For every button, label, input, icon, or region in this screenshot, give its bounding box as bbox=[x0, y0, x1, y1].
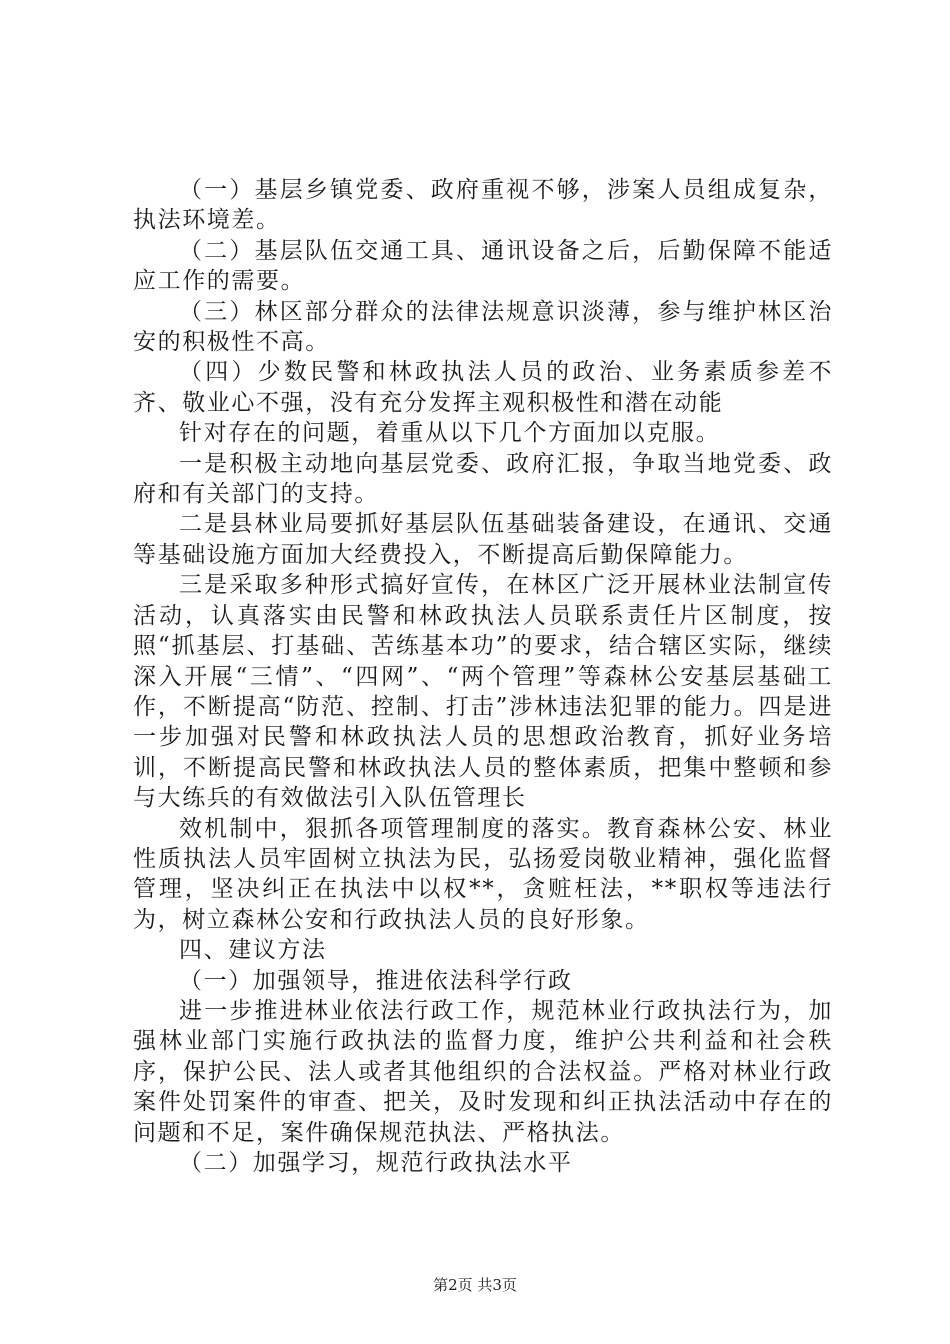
section-heading: 四、建议方法 bbox=[179, 937, 327, 964]
paragraph-10: 进一步推进林业依法行政工作，规范林业行政执法行为，加强林业部门实施行政执法的监督力度，维护公共利益和社会秩序，保护公民、法人或者其他组织的合法权益。严格对林业行政案件处罚案件的审查、把关，及时发现和纠正执法活动中存在的问题和不足，案件确保规范执法、严格执法。 bbox=[133, 997, 833, 1146]
subsection-heading-1: （一）加强领导，推进依法科学行政 bbox=[179, 967, 573, 994]
paragraph-5: 针对存在的问题，着重从以下几个方面加以克服。 bbox=[179, 420, 721, 447]
subsection-heading-2: （二）加强学习，规范行政执法水平 bbox=[179, 1150, 573, 1176]
paragraph-1: （一）基层乡镇党委、政府重视不够，涉案人员组成复杂，执法环境差。 bbox=[133, 177, 833, 234]
paragraph-6: 一是积极主动地向基层党委、政府汇报，争取当地党委、政府和有关部门的支持。 bbox=[133, 450, 833, 508]
paragraph-4: （四）少数民警和林政执法人员的政治、业务素质参差不齐、敬业心不强，没有充分发挥主观积极性和潜在动能 bbox=[133, 359, 833, 416]
document-body bbox=[133, 175, 833, 1178]
paragraph-8: 三是采取多种形式搞好宣传，在林区广泛开展林业法制宣传活动，认真落实由民警和林政执法人员联系责任片区制度，按照“抓基层、打基础、苦练基本功”的要求，结合辖区实际，继续深入开展“三情”、“四网”、“两个管理”等森林公安基层基础工作，不断提高“防范、控制、打击”涉林违法犯罪的能力。四是进一步加强对民警和林政执法人员的思想政治教育，抓好业务培训，不断提高民警和林政执法人员的整体素质，把集中整顿和参与大练兵的有效做法引入队伍管理长 bbox=[133, 572, 833, 812]
paragraph-2: （二）基层队伍交通工具、通讯设备之后，后勤保障不能适应工作的需要。 bbox=[133, 237, 833, 295]
paragraph-7: 二是县林业局要抓好基层队伍基础装备建设，在通讯、交通等基础设施方面加大经费投入，不断提高后勤保障能力。 bbox=[133, 511, 833, 568]
page-number-label: 第2页 共3页 bbox=[433, 1276, 517, 1294]
paragraph-3: （三）林区部分群众的法律法规意识淡薄，参与维护林区治安的积极性不高。 bbox=[133, 298, 833, 356]
paragraph-9: 效机制中，狠抓各项管理制度的落实。教育森林公安、林业性质执法人员牢固树立执法为民，弘扬爱岗敬业精神，强化监督管理，坚决纠正在执法中以权**，贪赃枉法，**职权等违法行为，树立森林公安和行政执法人员的良好形象。 bbox=[133, 815, 833, 933]
page-footer bbox=[0, 1274, 950, 1295]
